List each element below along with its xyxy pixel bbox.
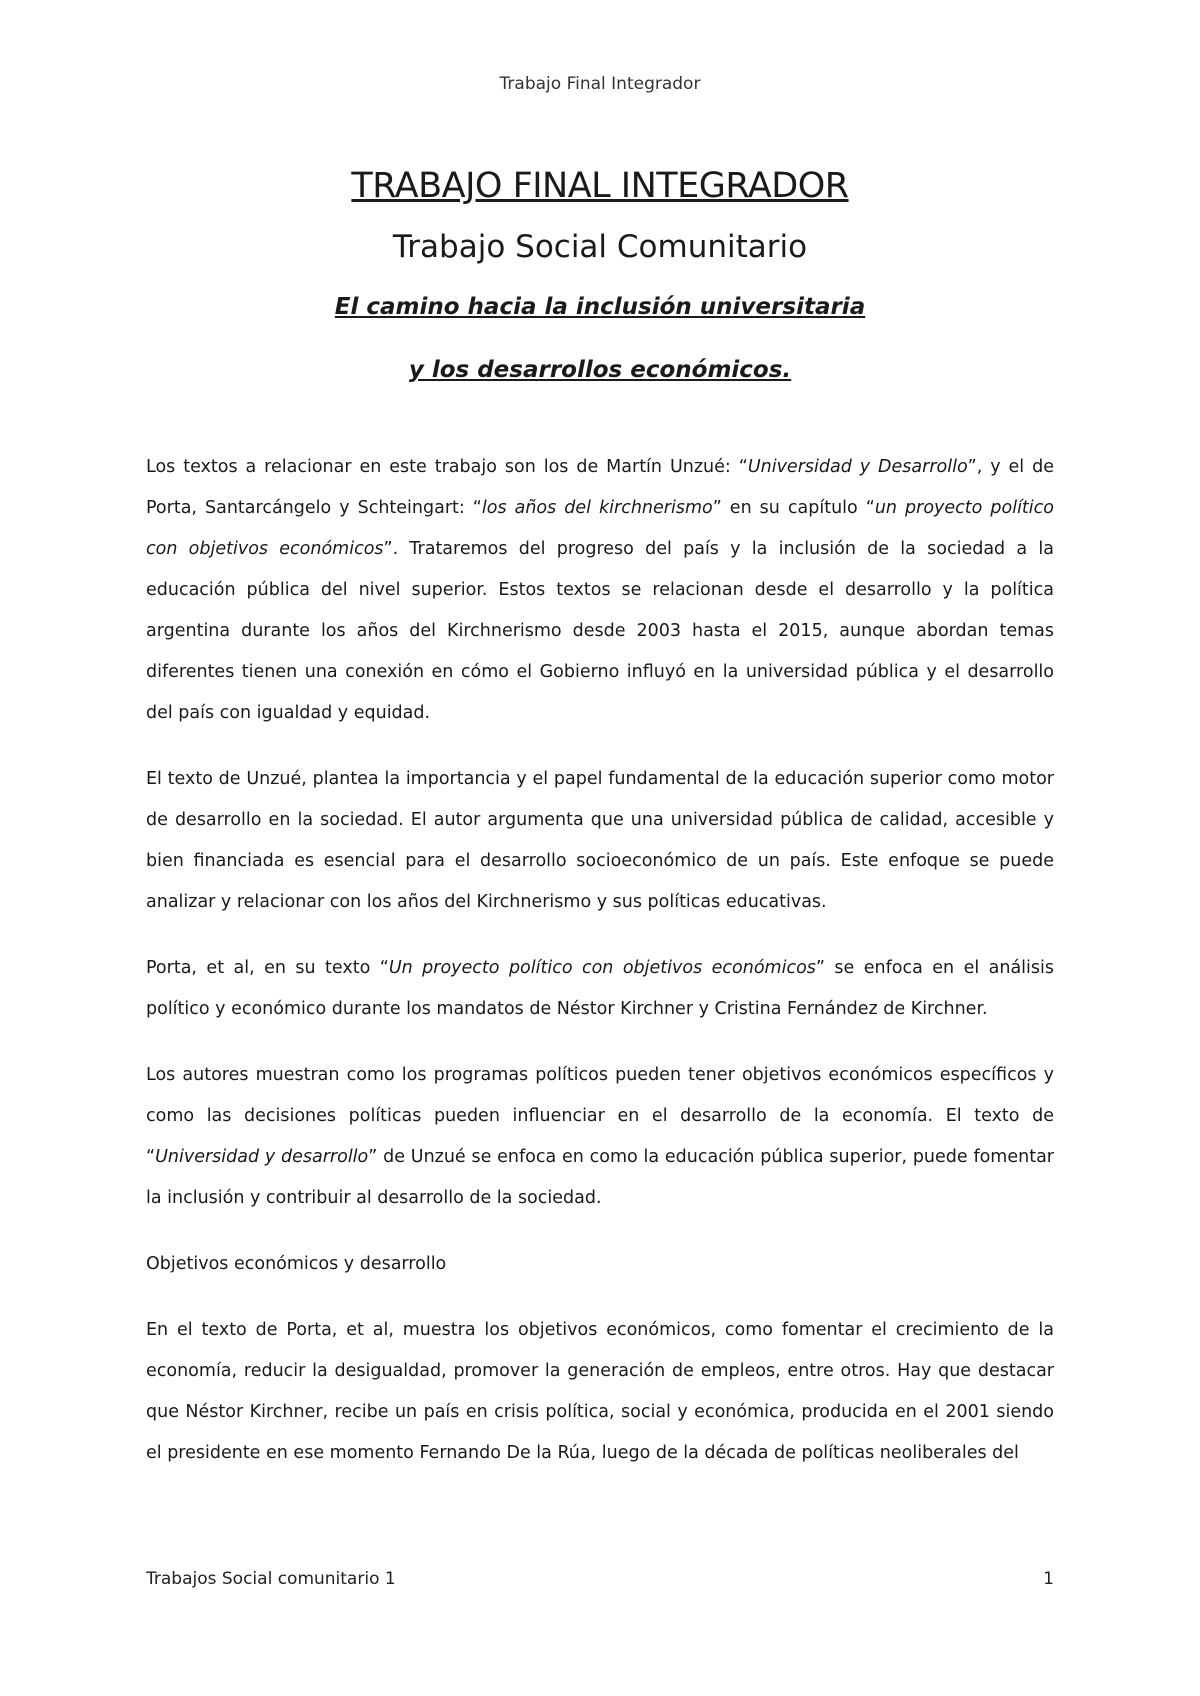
footer-label: Trabajos Social comunitario 1 — [146, 1569, 396, 1589]
running-header: Trabajo Final Integrador — [499, 74, 701, 94]
p1-citation-1: Universidad y Desarrollo — [747, 457, 968, 477]
p4-text-c: ” de Unzué se enfoca en como la educación pública superior, puede fomentar la inclusión y contribuir al desarrollo de la sociedad. — [146, 1147, 1054, 1208]
body-text — [146, 447, 1054, 1499]
title-block — [0, 165, 1200, 386]
p1-citation-2: los años del kirchnerismo — [481, 498, 713, 518]
p1-text-e: ” en su capítulo “ — [712, 498, 875, 518]
tagline-line-1: El camino hacia la inclusión universitaria — [334, 294, 866, 320]
tagline-line-2: y los desarrollos económicos. — [408, 357, 792, 383]
p1-citation-3: un proyecto político con objetivos económicos — [146, 498, 1054, 559]
paragraph-5: En el texto de Porta, et al, muestra los objetivos económicos, como fomentar el crecimiento de la economía, reducir la desigualdad, promover la generación de empleos, entre otros. Hay que destacar que Néstor Kirchner, recibe un país en crisis política, social y económica, producida en el 2001 siendo el presidente en ese momento Fernando De la Rúa, luego de la década de políticas neoliberales del — [146, 1320, 1054, 1463]
p4-text-a: Los autores muestran como los programas políticos pueden tener objetivos económicos específicos y como las decisiones políticas pueden influenciar en el desarrollo de la economía. El texto de “ — [146, 1065, 1054, 1167]
paragraph-2: El texto de Unzué, plantea la importancia y el papel fundamental de la educación superior como motor de desarrollo en la sociedad. El autor argumenta que una universidad pública de calidad, accesible y bien financiada es esencial para el desarrollo socioeconómico de un país. Este enfoque se puede analizar y relacionar con los años del Kirchnerismo y sus políticas educativas. — [146, 769, 1054, 912]
p3-citation: Un proyecto político con objetivos económicos — [388, 958, 816, 978]
p4-citation: Universidad y desarrollo — [155, 1147, 369, 1167]
p1-text-a: Los textos a relacionar en este trabajo son los de Martín Unzué: “ — [146, 457, 748, 477]
subtitle: Trabajo Social Comunitario — [392, 229, 808, 265]
p1-text-g: ”. Trataremos del progreso del país y la inclusión de la sociedad a la educación pública del nivel superior. Estos textos se relacionan desde el desarrollo y la política argentina durante los años del Kirchnerismo desde 2003 hasta el 2015, aunque abordan temas diferentes tienen una conexión en cómo el Gobierno influyó en la universidad pública y el desarrollo del país con igualdad y equidad. — [146, 539, 1054, 723]
main-title: TRABAJO FINAL INTEGRADOR — [351, 166, 849, 206]
p3-text-c: ” se enfoca en el análisis político y económico durante los mandatos de Néstor Kirchner y Cristina Fernández de Kirchner. — [146, 958, 1055, 1019]
page-number: 1 — [1043, 1569, 1054, 1589]
p3-text-a: Porta, et al, en su texto “ — [146, 958, 389, 978]
paragraph-4 — [146, 1055, 1054, 1219]
section-heading: Objetivos económicos y desarrollo — [146, 1254, 447, 1274]
p1-text-c: ”, y el de Porta, Santarcángelo y Schteingart: “ — [146, 457, 1054, 518]
paragraph-3 — [146, 948, 1054, 1030]
paragraph-1 — [146, 447, 1054, 734]
